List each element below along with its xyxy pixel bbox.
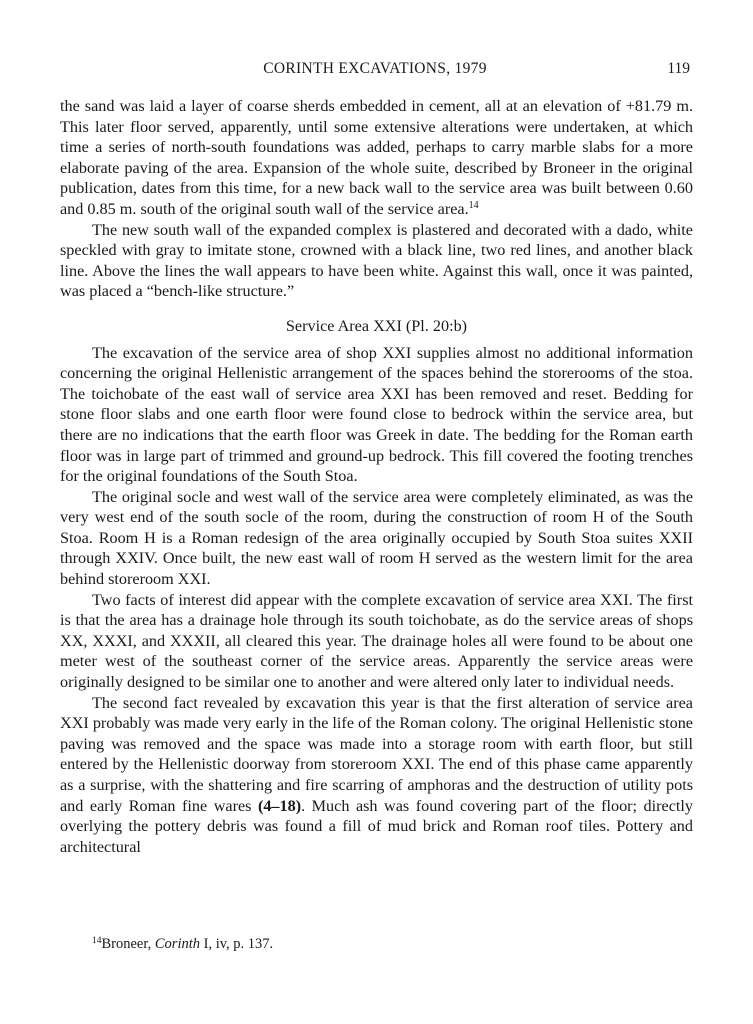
paragraph: the sand was laid a layer of coarse sherds embedded in cement, all at an elevation of +81.79 m. This later floor served, apparently, until some extensive alterations were undertaken, at which time a series of north-south foundations was added, perhaps to carry marble slabs for a more elaborate paving of the area. Expansion of the whole suite, described by Broneer in the original publication, dates from this time, for a new back wall to the service area was built between 0.60 and 0.85 m. south of the original south wall of the service area.$^{14}$ <box>60 97 693 218</box>
section-heading: Service Area XXI (Pl. 20:b) <box>285 316 468 335</box>
catalogue-reference: (4–18) <box>257 796 302 815</box>
footnote-ref[interactable]: 14 <box>468 199 479 211</box>
body-text <box>60 96 693 857</box>
page-header <box>60 60 690 82</box>
footnote-work-title: Corinth <box>154 936 200 952</box>
paragraph: The original socle and west wall of the service area were completely eliminated, as was the very west end of the south socle of the room, during the construction of room H of the South Stoa. Room H is a Roman redesign of the area originally occupied by South Stoa suites XXII through XXIV. Once built, the new east wall of room H served as the western limit for the area behind storeroom XXI. <box>60 487 693 589</box>
paragraph: The excavation of the service area of shop XXI supplies almost no additional information concerning the original Hellenistic arrangement of the spaces behind the storerooms of the stoa. The toichobate of the east wall of service area XXI has been removed and reset. Bedding for stone floor slabs and one earth floor were found close to bedrock within the service area, but there are no indications that the earth floor was Greek in date. The bedding for the Roman earth floor was in large part of trimmed and ground-up bedrock. This fill covered the footing trenches for the original foundations of the South Stoa. <box>60 343 693 486</box>
paragraph: Two facts of interest did appear with the complete excavation of service area XXI. The first is that the area has a drainage hole through its south toichobate, as do the service areas of shops XX, XXXI, and XXXII, all cleared this year. The drainage holes all were found to be about one meter west of the southeast corner of the service areas. Apparently the service areas were originally designed to be similar one to another and were altered only later to individual needs. <box>60 590 693 692</box>
footnote-number: 14 <box>92 936 102 946</box>
paragraph: The second fact revealed by excavation this year is that the first alteration of service area XXI probably was made very early in the life of the Roman colony. The original Hellenistic stone paving was removed and the space was made into a storage room with earth floor, but still entered by the Hellenistic doorway from storeroom XXI. The end of this phase came apparently as a surprise, with the shattering and fire scarring of amphoras and the destruction of utility pots and early Roman fine wares (4–18). Much ash was found covering part of the floor; directly overlying the pottery debris was found a fill of mud brick and Roman roof tiles. Pottery and architectural <box>60 693 693 856</box>
running-title: CORINTH EXCAVATIONS, 1979 <box>263 60 487 77</box>
footnote: $^{14}$Broneer, Corinth I, iv, p. 137. <box>92 936 274 952</box>
paragraph: The new south wall of the expanded complex is plastered and decorated with a dado, white speckled with gray to imitate stone, crowned with a black line, two red lines, and another black line. Above the lines the wall appears to have been white. Against this wall, once it was painted, was placed a “bench-like structure.” <box>60 220 693 301</box>
page-number: 119 <box>667 60 690 77</box>
